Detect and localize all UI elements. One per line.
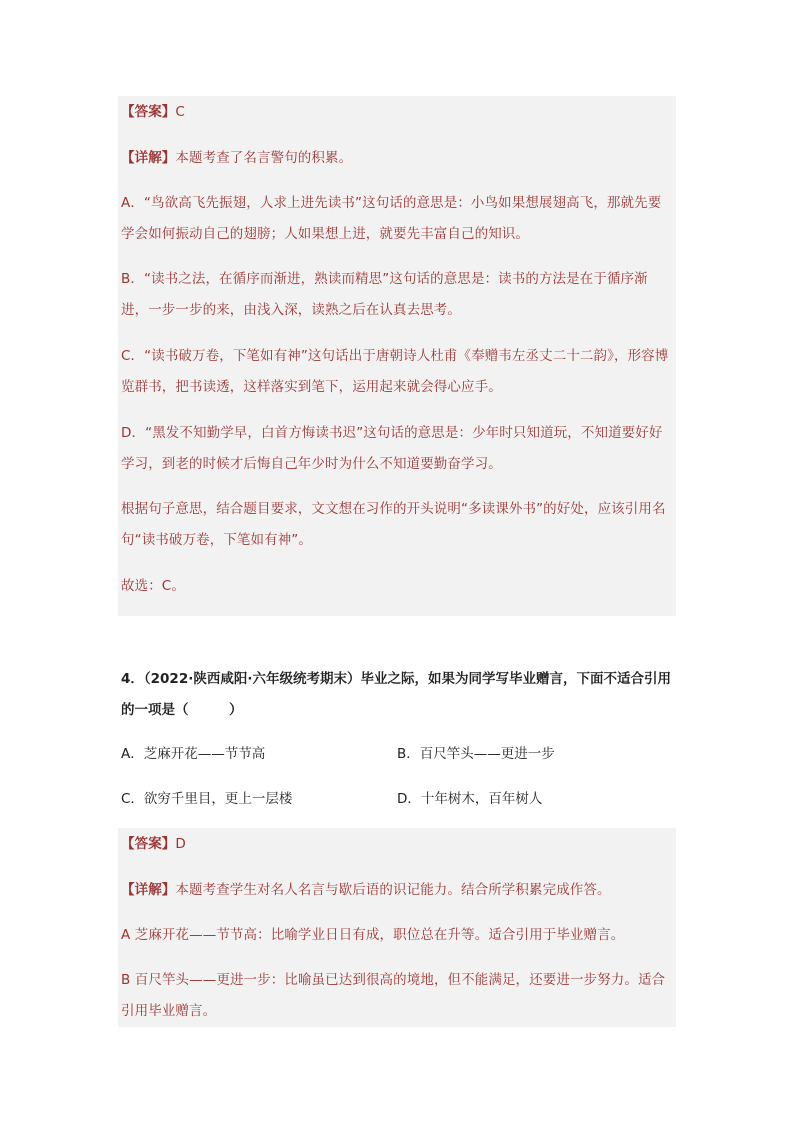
detail-line	[121, 875, 673, 906]
answer-tag: 【答案】	[121, 104, 176, 120]
conclusion: 故选：C。	[121, 578, 185, 594]
option-b: B．百尺竿头——更进一步	[397, 746, 555, 762]
answer-value: C	[175, 104, 185, 120]
answer-value: D	[175, 836, 186, 852]
explanation-c: C．“读书破万卷，下笔如有神”这句话出于唐朝诗人杜甫《奉赠韦左丞丈二十二韵》，形容博览群书，把书读透，这样落实到笔下，运用起来就会得心应手。	[121, 348, 669, 395]
option-a: A．芝麻开花——节节高	[121, 746, 266, 762]
answer-tag: 【答案】	[121, 836, 176, 852]
question-4-stem: 4．（2022·陕西咸阳·六年级统考期末）毕业之际，如果为同学写毕业赠言，下面不适合引用的一项是（ ）	[121, 671, 671, 718]
detail-text: 本题考查学生对名人名言与歇后语的识记能力。结合所学积累完成作答。	[175, 882, 611, 898]
detail-text: 本题考查了名言警句的积累。	[175, 150, 353, 166]
explanation-b: B．“读书之法，在循序而渐进，熟读而精思”这句话的意思是：读书的方法是在于循序渐进，一步一步的来，由浅入深，读熟之后在认真去思考。	[121, 271, 648, 318]
answer-line	[121, 97, 673, 128]
explanation-d: D．“黑发不知勤学早，白首方悔读书迟”这句话的意思是：少年时只知道玩，不知道要好好学习，到老的时候才后悔自己年少时为什么不知道要勤奋学习。	[121, 425, 663, 472]
explanation-a: A．“鸟欲高飞先振翅，人求上进先读书”这句话的意思是：小鸟如果想展翅高飞，那就先要学会如何振动自己的翅膀；人如果想上进，就要先丰富自己的知识。	[121, 195, 662, 242]
answer-block-q4	[118, 828, 676, 1027]
option-d: D．十年树木，百年树人	[397, 791, 543, 807]
explanation-summary: 根据句子意思，结合题目要求，文文想在习作的开头说明“多读课外书”的好处，应该引用名句“读书破万卷，下笔如有神”。	[121, 501, 666, 548]
answer-line	[121, 829, 673, 860]
option-c: C．欲穷千里目，更上一层楼	[121, 791, 293, 807]
detail-tag: 【详解】	[121, 882, 176, 898]
explanation-a: A 芝麻开花——节节高：比喻学业日日有成，职位总在升等。适合引用于毕业赠言。	[121, 927, 625, 943]
detail-line	[121, 143, 673, 174]
answer-block-q3	[118, 96, 676, 616]
detail-tag: 【详解】	[121, 150, 176, 166]
explanation-b: B 百尺竿头——更进一步：比喻虽已达到很高的境地，但不能满足，还要进一步努力。适合引用毕业赠言。	[121, 972, 666, 1019]
